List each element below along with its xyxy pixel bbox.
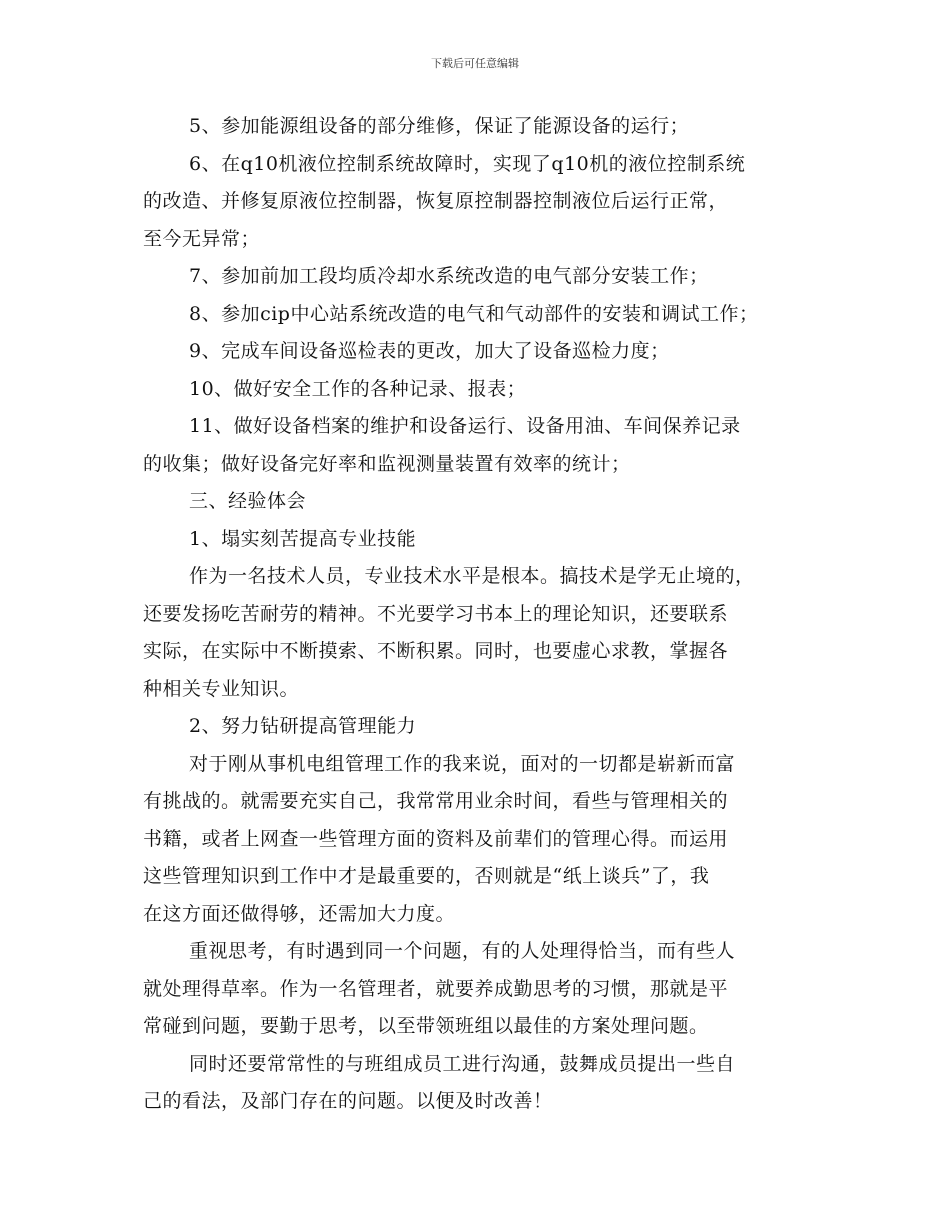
text-line: 11、做好设备档案的维护和设备运行、设备用油、车间保养记录	[189, 415, 741, 437]
text-line: 6、在q10机液位控制系统故障时，实现了q10机的液位控制系统	[189, 152, 746, 175]
text-line: 常碰到问题，要勤于思考，以至带领班组以最佳的方案处理问题。	[143, 1015, 709, 1037]
text-line: 实际，在实际中不断摸索、不断积累。同时，也要虚心求教，掌握各	[143, 640, 729, 662]
text-line: 对于刚从事机电组管理工作的我来说，面对的一切都是崭新而富	[189, 752, 736, 775]
text-line: 的收集；做好设备完好率和监视测量装置有效率的统计；	[143, 452, 631, 475]
document-body	[143, 108, 823, 1121]
text-line: 至今无异常；	[143, 227, 261, 250]
text-line: 8、参加cip中心站系统改造的电气和气动部件的安装和调试工作；	[189, 302, 759, 325]
text-line: 有挑战的。就需要充实自己，我常常用业余时间，看些与管理相关的	[143, 790, 729, 812]
text-line: 种相关专业知识。	[143, 677, 300, 700]
text-line: 2、努力钻研提高管理能力	[189, 715, 417, 737]
text-line: 9、完成车间设备巡检表的更改，加大了设备巡检力度；	[189, 340, 670, 362]
page-header: 下载后可任意编辑	[431, 57, 519, 70]
text-line: 在这方面还做得够，还需加大力度。	[143, 902, 456, 925]
text-line: 10、做好安全工作的各种记录、报表；	[189, 377, 527, 400]
text-line: 这些管理知识到工作中才是最重要的，否则就是“纸上谈兵”了，我	[143, 865, 710, 887]
text-line: 7、参加前加工段均质冷却水系统改造的电气部分安装工作；	[189, 265, 709, 287]
text-line: 还要发扬吃苦耐劳的精神。不光要学习书本上的理论知识，还要联系	[143, 602, 729, 625]
text-line: 己的看法，及部门存在的问题。以便及时改善！	[143, 1090, 553, 1112]
text-line: 1、塌实刻苦提高专业技能	[189, 527, 417, 550]
text-line: 就处理得草率。作为一名管理者，就要养成勤思考的习惯，那就是平	[143, 977, 729, 1000]
text-line: 的改造、并修复原液位控制器，恢复原控制器控制液位后运行正常，	[143, 190, 729, 212]
text-line: 三、经验体会	[189, 490, 307, 512]
text-line: 作为一名技术人员，专业技术水平是根本。搞技术是学无止境的，	[189, 565, 755, 587]
text-line: 5、参加能源组设备的部分维修，保证了能源设备的运行；	[189, 115, 690, 137]
text-line: 书籍，或者上网查一些管理方面的资料及前辈们的管理心得。而运用	[143, 827, 729, 850]
text-line: 同时还要常常性的与班组成员工进行沟通，鼓舞成员提出一些自	[189, 1052, 736, 1075]
text-line: 重视思考，有时遇到同一个问题，有的人处理得恰当，而有些人	[189, 940, 736, 962]
